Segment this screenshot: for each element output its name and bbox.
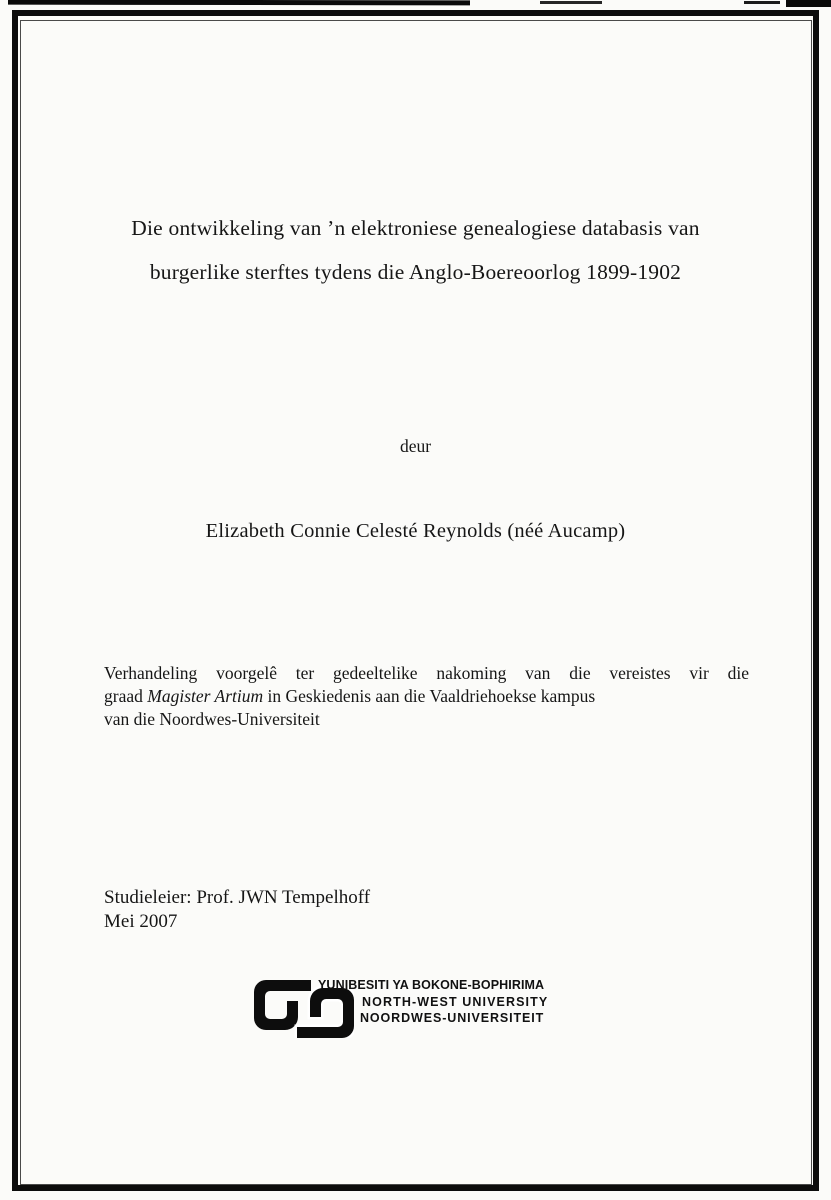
- scan-artifact-top-right: [744, 1, 780, 4]
- scan-artifact-top-left: [8, 0, 470, 5]
- supervisor-block: [104, 886, 370, 933]
- scan-artifact-top-mid: [540, 1, 602, 4]
- scan-artifact-top-corner: [786, 0, 831, 7]
- date-line: Mei 2007: [104, 910, 178, 932]
- nwu-logo-text-afrikaans: NOORDWES-UNIVERSITEIT: [360, 1010, 545, 1025]
- thesis-title: [60, 206, 771, 294]
- nwu-logo-text-english: NORTH-WEST UNIVERSITY: [362, 994, 549, 1009]
- submission-line-1: Verhandeling voorgelê ter gedeeltelike nakoming van die vereistes vir die: [104, 663, 749, 683]
- nwu-logo-text-setswana: YUNIBESITI YA BOKONE-BOPHIRIMA: [318, 978, 545, 992]
- submission-statement: [104, 662, 749, 731]
- submission-line-3: van die Noordwes-Universiteit: [104, 709, 320, 729]
- thesis-title-line-2: burgerlike sterftes tydens die Anglo-Boereoorlog 1899-1902: [149, 260, 682, 284]
- supervisor-line: Studieleier: Prof. JWN Tempelhoff: [104, 887, 371, 908]
- thesis-title-line-1: Die ontwikkeling van ’n elektroniese genealogiese databasis van: [131, 216, 700, 240]
- byline-deur: deur: [399, 436, 432, 456]
- submission-line-2: graad Magister Artium in Geskiedenis aan die Vaaldriehoekse kampus: [104, 686, 596, 706]
- author-name: Elizabeth Connie Celesté Reynolds (néé Aucamp): [205, 520, 626, 542]
